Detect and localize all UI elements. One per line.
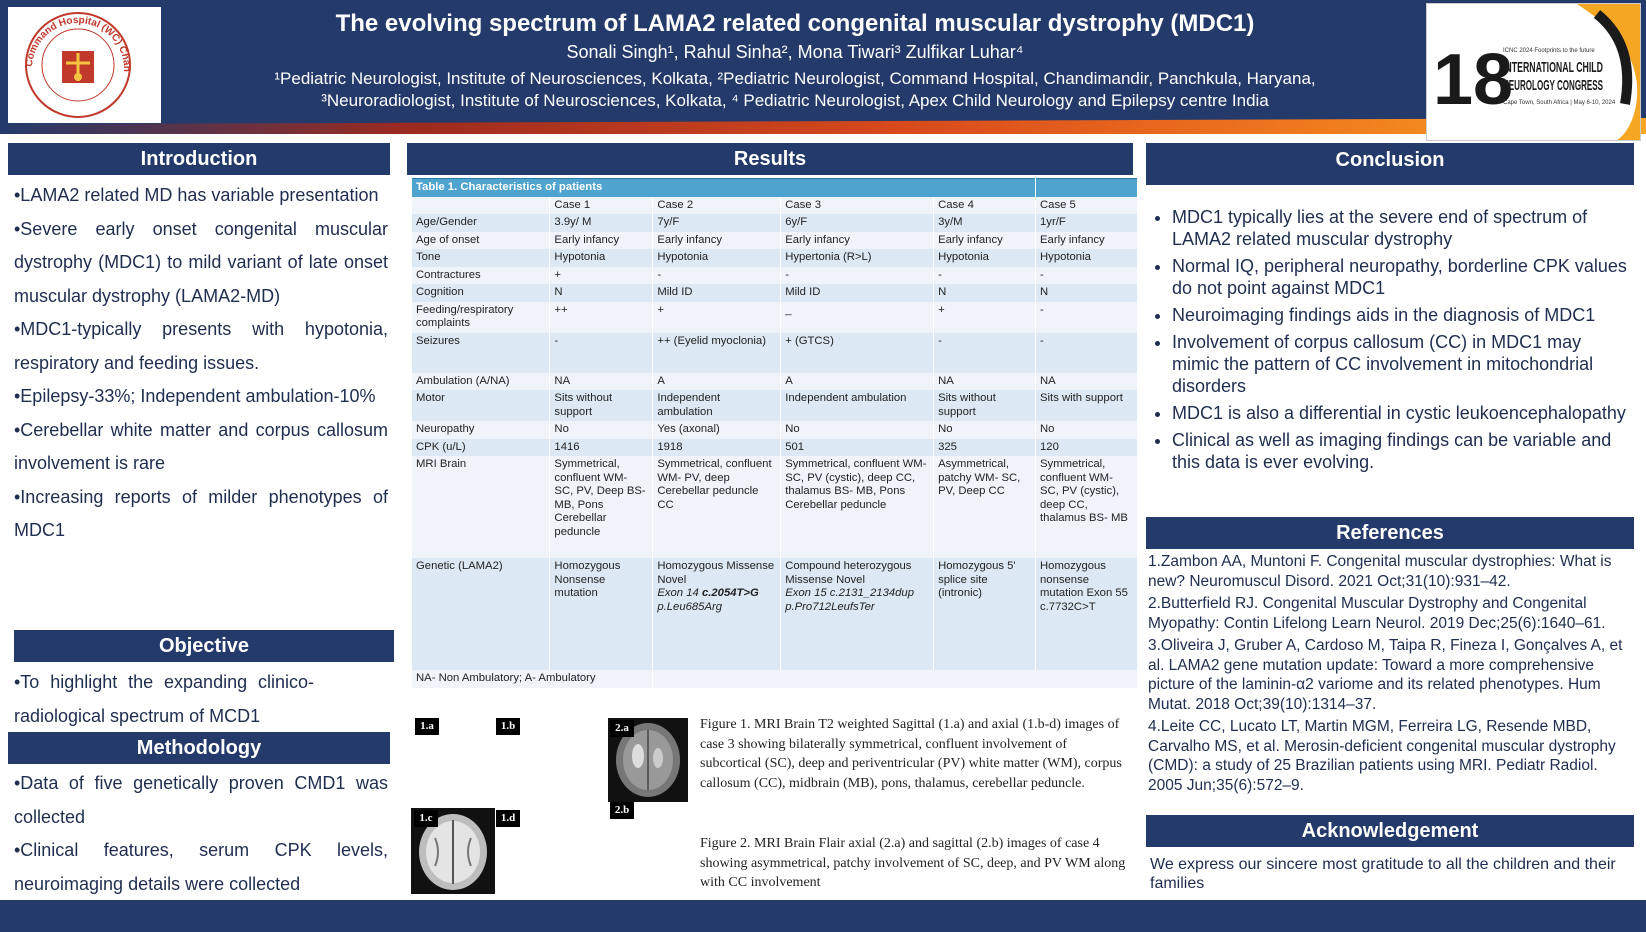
table-cell: N <box>550 284 653 302</box>
introduction-body <box>14 179 388 548</box>
objective-body <box>14 666 314 733</box>
intro-item: •Epilepsy-33%; Independent ambulation-10% <box>14 386 376 406</box>
table-cell: - <box>934 333 1036 373</box>
table-caption-row <box>412 179 1138 197</box>
table-header-cell: Case 2 <box>653 197 781 215</box>
table-cell: + <box>550 267 653 285</box>
table-cell: - <box>1036 333 1138 373</box>
table-cell: Age/Gender <box>412 214 550 232</box>
table-row <box>412 439 1138 457</box>
acknowledgement-text: We express our sincere most gratitude to all the children and their families <box>1150 856 1616 892</box>
table-cell: + (GTCS) <box>781 333 934 373</box>
table-row <box>412 232 1138 250</box>
references-list <box>1148 552 1636 798</box>
table-cell: Hypotonia <box>550 249 653 267</box>
table-cell: - <box>550 333 653 373</box>
table-cell: 3.9y/ M <box>550 214 653 232</box>
conclusion-item: • Neuroimaging findings aids in the diagnosis of MDC1 <box>1172 304 1632 326</box>
table-row <box>412 373 1138 391</box>
intro-item: •LAMA2 related MD has variable presentation <box>14 185 379 205</box>
table-cell: - <box>781 267 934 285</box>
table-cell: 1918 <box>653 439 781 457</box>
table-cell: + <box>653 302 781 333</box>
methodology-heading: Methodology <box>8 732 390 764</box>
table-row <box>412 390 1138 421</box>
table-cell: Symmetrical, confluent WM- PV, deep Cerebellar peduncle CC <box>653 456 781 558</box>
table-cell: Tone <box>412 249 550 267</box>
affiliation-line: ³Neuroradiologist, Institute of Neurosciences, Kolkata, ⁴ Pediatric Neurologist, Apex Child Neurology and Epilepsy centre India <box>321 91 1269 110</box>
logo-left-text: Command Hospital (WC) Chan <box>23 14 133 72</box>
logo-right-line1: INTERNATIONAL CHILD <box>1503 59 1604 76</box>
table-cell: Mild ID <box>781 284 934 302</box>
conclusion-list <box>1148 206 1632 478</box>
poster-authors: Sonali Singh¹, Rahul Sinha², Mona Tiwari³ Zulfikar Luhar⁴ <box>566 42 1024 62</box>
conclusion-item: • MDC1 typically lies at the severe end of spectrum of LAMA2 related muscular dystrophy <box>1172 206 1632 250</box>
table-cell: Sits without support <box>550 390 653 421</box>
introduction-heading: Introduction <box>8 143 390 175</box>
table-cell: Hypotonia <box>934 249 1036 267</box>
genetic-protein: p.Pro712LeufsTer <box>785 600 875 613</box>
table-cell: 325 <box>934 439 1036 457</box>
table-cell: Age of onset <box>412 232 550 250</box>
table-header-cell <box>412 197 550 215</box>
conclusion-heading: Conclusion <box>1146 143 1634 185</box>
table-cell: MRI Brain <box>412 456 550 558</box>
figure-label: 1.d <box>496 810 520 827</box>
intro-item: •Severe early onset congenital muscular dystrophy (MDC1) to mild variant of late onset muscular dystrophy (LAMA2-MD) <box>14 218 388 306</box>
table-cell: 6y/F <box>781 214 934 232</box>
genetic-protein: p.Leu685Arg <box>657 600 723 613</box>
patient-characteristics-table <box>412 178 1138 688</box>
table-cell: - <box>653 267 781 285</box>
table-cell: Early infancy <box>653 232 781 250</box>
table-cell: - <box>1036 267 1138 285</box>
variant-text: c.2054T>G <box>701 587 759 599</box>
table-cell: - <box>934 267 1036 285</box>
table-cell: Feeding/respiratory complaints <box>412 302 550 333</box>
table-cell: Mild ID <box>653 284 781 302</box>
table-cell: Neuropathy <box>412 421 550 439</box>
table-cell: Independent ambulation <box>781 390 934 421</box>
logo-right-number: 18 <box>1433 40 1514 120</box>
objective-heading: Objective <box>14 630 394 662</box>
genetic-exon: Exon 15 c.2131_2134dup <box>785 587 914 599</box>
table-header-cell: Case 5 <box>1036 197 1138 215</box>
table-row <box>412 456 1138 558</box>
table-cell: CPK (u/L) <box>412 439 550 457</box>
table-cell: No <box>781 421 934 439</box>
table-cell: ++ <box>550 302 653 333</box>
table-row <box>412 249 1138 267</box>
table-cell: 3y/M <box>934 214 1036 232</box>
table-cell: Genetic (LAMA2) <box>412 558 550 670</box>
table-cell <box>653 558 781 670</box>
table-row <box>412 333 1138 373</box>
table-cell: Sits with support <box>1036 390 1138 421</box>
intro-item: •Increasing reports of milder phenotypes of MDC1 <box>14 486 388 540</box>
command-hospital-logo <box>8 7 161 123</box>
table-cell: NA <box>934 373 1036 391</box>
genetic-text: Homozygous Missense Novel <box>657 560 775 586</box>
table-cell: 1416 <box>550 439 653 457</box>
table-header-row <box>412 197 1138 215</box>
table-cell: Contractures <box>412 267 550 285</box>
table-cell: NA <box>1036 373 1138 391</box>
table-row <box>412 421 1138 439</box>
results-heading: Results <box>407 143 1133 175</box>
footer-bar <box>0 900 1646 932</box>
table-cell: Sits without support <box>934 390 1036 421</box>
table-cell: No <box>1036 421 1138 439</box>
affiliation-line: ¹Pediatric Neurologist, Institute of Neurosciences, Kolkata, ²Pediatric Neurologist, Command Hospital, Chandimandir, Panchkula, Haryana, <box>274 69 1316 88</box>
figure-label: 1.c <box>414 810 438 827</box>
table-cell: N <box>934 284 1036 302</box>
figure-label: 1.a <box>415 718 439 735</box>
acknowledgement-heading: Acknowledgement <box>1146 815 1634 847</box>
table-row <box>412 267 1138 285</box>
table-cell: No <box>550 421 653 439</box>
table-cell: Early infancy <box>934 232 1036 250</box>
poster-title: The evolving spectrum of LAMA2 related congenital muscular dystrophy (MDC1) <box>335 10 1255 37</box>
figure-label: 2.b <box>610 802 634 819</box>
exon-text: Exon 14 <box>657 587 699 599</box>
table-cell: ++ (Eyelid myoclonia) <box>653 333 781 373</box>
conclusion-item: • Clinical as well as imaging findings can be variable and this data is ever evolving. <box>1172 429 1632 473</box>
table-cell: Yes (axonal) <box>653 421 781 439</box>
table-cell: Seizures <box>412 333 550 373</box>
table-header-cell: Case 1 <box>550 197 653 215</box>
table-cell: Homozygous Nonsense mutation <box>550 558 653 670</box>
objective-item: •To highlight the expanding clinico-radiological spectrum of MCD1 <box>14 672 314 726</box>
table-cell: Motor <box>412 390 550 421</box>
poster-affiliations <box>170 68 1420 112</box>
reference-item: 2.Butterfield RJ. Congenital Muscular Dystrophy and Congenital Myopathy: Contin Lifelong Learn Neurol. 2019 Dec;25(6):1640–61. <box>1148 595 1606 632</box>
logo-right-tag: ICNC 2024 Footprints to the future <box>1503 48 1595 54</box>
table-cell: Symmetrical, confluent WM- SC, PV, Deep BS- MB, Pons Cerebellar peduncle <box>550 456 653 558</box>
figure-label: 1.b <box>496 718 520 735</box>
table-row <box>412 214 1138 232</box>
table-header-cell: Case 4 <box>934 197 1036 215</box>
icnc-2024-logo <box>1426 3 1641 141</box>
table-caption: Table 1. Characteristics of patients <box>412 179 1036 197</box>
table-row <box>412 558 1138 670</box>
table-cell: Independent ambulation <box>653 390 781 421</box>
table-cell: Hypotonia <box>1036 249 1138 267</box>
figure-label: 2.a <box>610 720 634 737</box>
table-cell: Homozygous 5' splice site (intronic) <box>934 558 1036 670</box>
table-cell <box>653 670 1138 688</box>
logo-right-place: Cape Town, South Africa | May 6-10, 2024 <box>1503 100 1616 106</box>
table-cell: + <box>934 302 1036 333</box>
table-cell: Hypertonia (R>L) <box>781 249 934 267</box>
table-cell: Early infancy <box>781 232 934 250</box>
table-cell: A <box>653 373 781 391</box>
reference-item: 4.Leite CC, Lucato LT, Martin MGM, Ferreira LG, Resende MBD, Carvalho MS, et al. Merosin-deficient congenital muscular dystrophy (CMD): a study of 25 Brazilian patients using MRI. Pediatr Radiol. 2005 Jun;35(6):572–9. <box>1148 718 1616 794</box>
table-cell: Symmetrical, confluent WM- SC, PV (cystic), deep CC, thalamus BS- MB, Pons Cerebellar peduncle <box>781 456 934 558</box>
intro-item: •MDC1-typically presents with hypotonia, respiratory and feeding issues. <box>14 319 388 373</box>
table-cell: Symmetrical, confluent WM- SC, PV (cystic), deep CC, thalamus BS- MB <box>1036 456 1138 558</box>
table-cell: 7y/F <box>653 214 781 232</box>
methodology-body <box>14 767 388 901</box>
table-cell: Early infancy <box>550 232 653 250</box>
table-cell: Asymmetrical, patchy WM- SC, PV, Deep CC <box>934 456 1036 558</box>
table-cell: NA <box>550 373 653 391</box>
table-cell: Hypotonia <box>653 249 781 267</box>
conclusion-item: • MDC1 is also a differential in cystic leukoencephalopathy <box>1172 402 1632 424</box>
conclusion-item: • Normal IQ, peripheral neuropathy, borderline CPK values do not point against MDC1 <box>1172 255 1632 299</box>
table-cell: 120 <box>1036 439 1138 457</box>
logo-right-line2: NEUROLOGY CONGRESS <box>1503 77 1603 94</box>
table-cell: _ <box>781 302 934 333</box>
references-heading: References <box>1146 517 1634 549</box>
table-footnote-row <box>412 670 1138 688</box>
genetic-exon <box>657 587 776 601</box>
reference-item: 1.Zambon AA, Muntoni F. Congenital muscular dystrophies: What is new? Neuromuscul Disord. 2021 Oct;31(10):931–42. <box>1148 553 1612 590</box>
table-cell: - <box>1036 302 1138 333</box>
table-row <box>412 302 1138 333</box>
table-cell: Homozygous nonsense mutation Exon 55 c.7732C>T <box>1036 558 1138 670</box>
table-row <box>412 284 1138 302</box>
conclusion-item: • Involvement of corpus callosum (CC) in MDC1 may mimic the pattern of CC involvement in mitochondrial disorders <box>1172 331 1632 397</box>
table-cell: No <box>934 421 1036 439</box>
table-cell: Ambulation (A/NA) <box>412 373 550 391</box>
table-cell: 1yr/F <box>1036 214 1138 232</box>
table-cell: Cognition <box>412 284 550 302</box>
reference-item: 3.Oliveira J, Gruber A, Cardoso M, Taipa R, Fineza I, Gonçalves A, et al. LAMA2 gene mutation update: Toward a more comprehensive picture of the laminin-α2 variome and its related phenotypes. Hum Mutat. 2018 Oct;39(10):1314–37. <box>1148 637 1623 713</box>
table-cell: Early infancy <box>1036 232 1138 250</box>
table-cell: N <box>1036 284 1138 302</box>
table-cell <box>1036 179 1138 197</box>
table-cell: A <box>781 373 934 391</box>
table-header-cell: Case 3 <box>781 197 934 215</box>
table-cell: 501 <box>781 439 934 457</box>
figure-1-caption: Figure 1. MRI Brain T2 weighted Sagittal (1.a) and axial (1.b-d) images of case 3 showing bilaterally symmetrical, confluent involvement of subcortical (SC), deep and periventricular (PV) white matter (WM), corpus callosum (CC), midbrain (MB), pons, thalamus, cerebellar peduncle. <box>700 717 1122 791</box>
method-item: •Clinical features, serum CPK levels, neuroimaging details were collected <box>14 840 388 894</box>
genetic-text: Compound heterozygous Missense Novel <box>785 560 912 586</box>
figure-2-caption: Figure 2. MRI Brain Flair axial (2.a) and sagittal (2.b) images of case 4 showing asymmetrical, patchy involvement of SC, deep, and PV WM along with CC involvement <box>700 836 1126 890</box>
table-footnote: NA- Non Ambulatory; A- Ambulatory <box>412 670 653 688</box>
intro-item: •Cerebellar white matter and corpus callosum involvement is rare <box>14 419 388 473</box>
table-cell <box>781 558 934 670</box>
method-item: •Data of five genetically proven CMD1 was collected <box>14 773 388 827</box>
